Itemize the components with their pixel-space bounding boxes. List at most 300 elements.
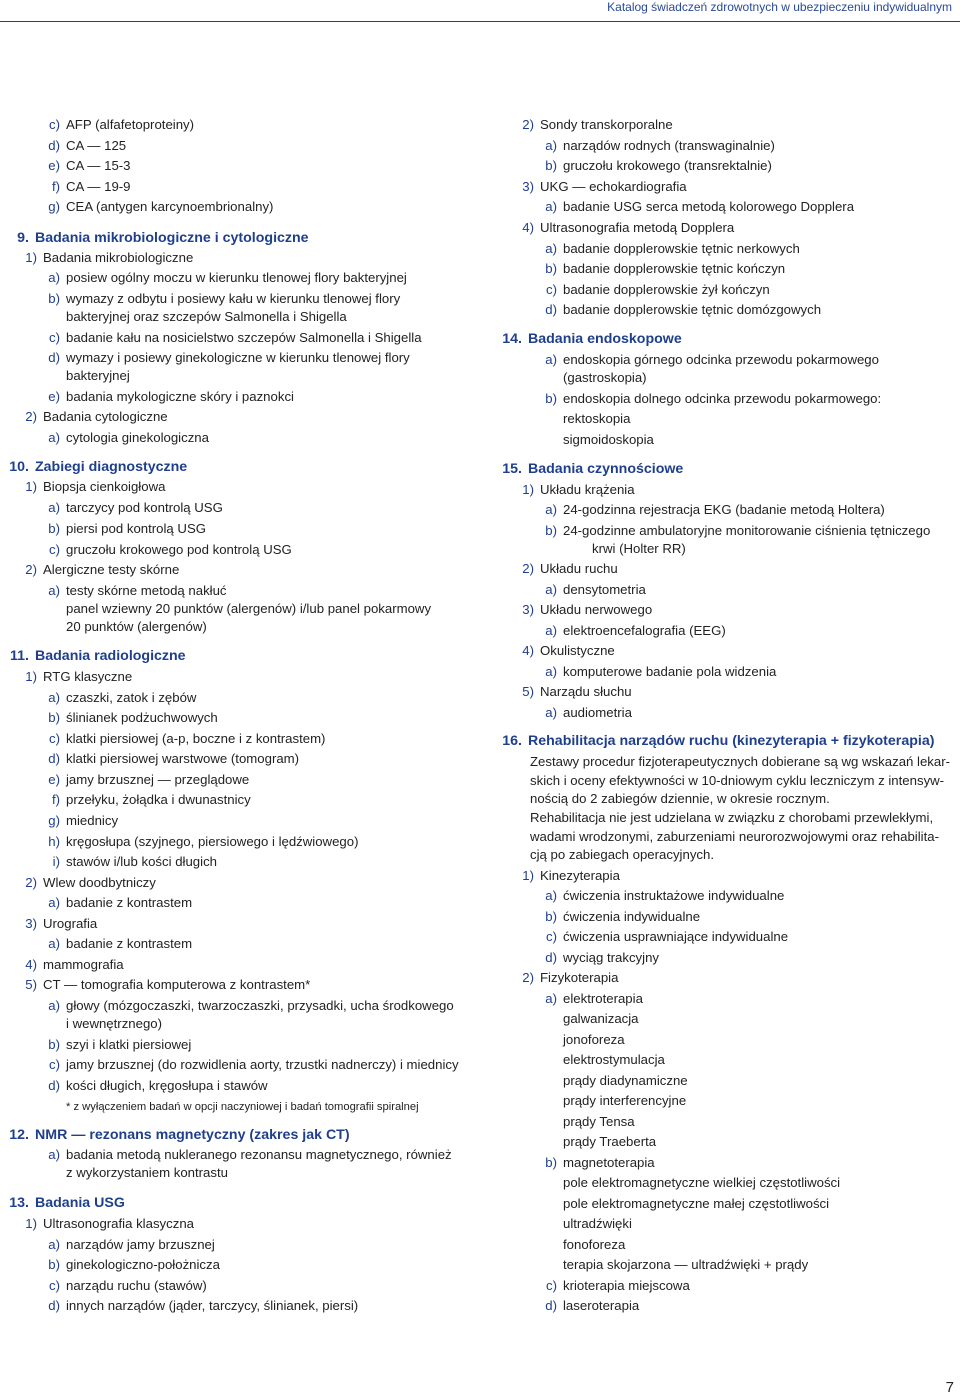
list-item [25,1214,194,1235]
list-text: ślinianek podżuchwowych [66,710,218,725]
list-text: kręgosłupa (szyjnego, piersiowego i lędźwiowego) [66,834,359,849]
list-item [49,729,326,750]
list-marker: 2) [522,561,534,576]
list-item [545,662,777,683]
section-heading [9,1124,350,1146]
list-item [545,580,646,601]
list-item [48,893,193,914]
list-marker: a) [48,270,60,285]
list-item [48,519,207,540]
list-text: badanie dopplerowskie tętnic nerkowych [563,241,800,256]
section-title: Badania radiologiczne [35,648,186,664]
list-text: endoskopia dolnego odcinka przewodu pokarmowego: [563,391,882,406]
list-text: densytometria [563,582,646,597]
list-item-continuation [563,1050,665,1071]
list-marker: a) [48,690,60,705]
list-text: Alergiczne testy skórne [43,562,180,577]
list-item [545,1296,640,1317]
list-text: laseroterapia [563,1298,640,1313]
list-item [545,197,855,218]
list-marker: c) [49,731,60,746]
list-text: jonoforeza [563,1032,625,1047]
list-item [48,749,300,770]
list-text: bakteryjnej [66,368,130,383]
list-marker: a) [48,998,60,1013]
list-marker: e) [48,772,60,787]
list-item [522,559,618,580]
list-text: testy skórne metodą nakłuć [66,583,227,598]
list-text: komputerowe badanie pola widzenia [563,664,777,679]
list-marker: a) [48,895,60,910]
list-item-continuation [563,1009,639,1030]
list-text: audiometria [563,705,632,720]
page-number: 7 [945,1379,954,1396]
list-text: piersi pod kontrolą USG [66,521,207,536]
list-item [545,907,701,928]
list-text: prądy Traeberta [563,1134,657,1149]
list-marker: 2) [522,970,534,985]
section-number: 9. [17,230,29,246]
list-marker: d) [545,950,557,965]
list-text: badanie dopplerowskie tętnic domózgowych [563,302,822,317]
list-text: badanie z kontrastem [66,936,193,951]
list-text: CA — 19-9 [66,179,131,194]
list-item-continuation [563,1194,829,1215]
list-item [49,540,292,561]
list-item [522,218,735,239]
list-item-continuation [66,617,207,638]
list-marker: 1) [25,1216,37,1231]
list-item-continuation [530,808,933,829]
list-marker: b) [545,261,557,276]
list-item-continuation [563,1071,688,1092]
list-text: 24-godzinna rejestracja EKG (badanie metodą Holtera) [563,502,885,517]
list-text: * z wyłączeniem badań w opcji naczyniowej i badań tomografii spiralnej [66,1101,419,1113]
list-marker: c) [49,542,60,557]
list-text: Badania mikrobiologiczne [43,250,194,265]
list-item [48,811,119,832]
list-text: 20 punktów (alergenów) [66,619,207,634]
list-text: badania mykologiczne skóry i paznokci [66,389,294,404]
list-text: innych narządów (jąder, tarczycy, ślinianek, piersi) [66,1298,359,1313]
list-item [522,480,635,501]
list-marker: a) [48,1147,60,1162]
list-marker: 3) [25,916,37,931]
section-number: 16. [502,733,522,749]
section-title: NMR — rezonans magnetyczny (zakres jak CT) [35,1127,350,1143]
section-heading [502,458,684,480]
list-item [48,156,131,177]
list-item-continuation [563,1091,686,1112]
list-marker: c) [546,929,557,944]
list-text: badania metodą nukleranego rezonansu magnetycznego, również [66,1147,452,1162]
list-text: elektrostymulacja [563,1052,665,1067]
list-item [522,866,620,887]
list-text: badanie kału na nosicielstwo szczepów Salmonella i Shigella [66,330,422,345]
list-text: klatki piersiowej (a-p, boczne i z kontrastem) [66,731,326,746]
list-item-continuation [563,1255,808,1276]
list-item [48,708,218,729]
list-text: tarczycy pod kontrolą USG [66,500,223,515]
list-marker: b) [48,710,60,725]
list-text: mammografia [43,957,124,972]
list-item-continuation [530,752,950,773]
list-item-continuation [563,1112,635,1133]
list-item [522,641,615,662]
list-item [545,239,800,260]
list-item [545,989,643,1010]
list-text: badanie dopplerowskie tętnic kończyn [563,261,786,276]
list-text: ginekologiczno-położnicza [66,1257,220,1272]
list-text: gruczołu krokowego pod kontrolą USG [66,542,292,557]
list-item [25,560,180,581]
list-text: CT — tomografia komputerowa z kontrastem* [43,977,311,992]
section-heading [502,328,682,350]
list-marker: c) [546,282,557,297]
list-text: Fizykoterapia [540,970,619,985]
list-text: Okulistyczne [540,643,615,658]
list-marker: 5) [25,977,37,992]
list-item [25,248,194,269]
list-item-continuation [563,368,647,389]
list-item-continuation [530,789,830,810]
list-text: CA — 125 [66,138,127,153]
list-marker: 2) [522,117,534,132]
list-text: narządów rodnych (transwaginalnie) [563,138,775,153]
list-marker: a) [545,502,557,517]
list-item [545,948,660,969]
list-item [48,268,407,289]
list-item [48,1035,192,1056]
list-marker: 2) [25,875,37,890]
list-marker: a) [545,241,557,256]
list-item [522,968,619,989]
list-marker: d) [48,1078,60,1093]
list-item-continuation [563,1235,625,1256]
list-marker: 2) [25,562,37,577]
list-item [545,703,632,724]
list-marker: a) [545,664,557,679]
section-heading [17,227,309,249]
list-marker: b) [48,521,60,536]
list-text: prądy Tensa [563,1114,635,1129]
list-marker: a) [545,623,557,638]
list-marker: b) [545,1155,557,1170]
list-text: bakteryjnej oraz szczepów Salmonella i Shigella [66,309,347,324]
list-item [48,832,359,853]
list-item [545,500,885,521]
list-item [522,115,673,136]
list-marker: d) [545,1298,557,1313]
list-text: Ultrasonografia metodą Dopplera [540,220,735,235]
list-text: panel wziewny 20 punktów (alergenów) i/lub panel pokarmowy [66,601,432,616]
list-text: magnetoterapia [563,1155,655,1170]
list-item [48,428,209,449]
list-item [51,790,251,811]
list-text: terapia skojarzona — ultradźwięki + prądy [563,1257,809,1272]
list-item [545,136,775,157]
list-text: krioterapia miejscowa [563,1278,690,1293]
list-marker: c) [49,330,60,345]
list-marker: 1) [522,868,534,883]
section-heading [9,456,188,478]
list-text: AFP (alfafetoproteiny) [66,117,195,132]
list-item-continuation [66,307,347,328]
list-text: CEA (antygen karcynoembrionalny) [66,199,274,214]
list-text: RTG klasyczne [43,669,133,684]
list-marker: b) [545,391,557,406]
section-heading [10,645,186,667]
section-title: Badania czynnościowe [528,461,684,477]
list-text: ćwiczenia indywidualne [563,909,701,924]
list-text: prądy diadynamiczne [563,1073,688,1088]
list-text: Układu krążenia [540,482,635,497]
list-marker: 2) [25,409,37,424]
list-marker: 1) [25,669,37,684]
list-item [48,1235,215,1256]
list-text: Rehabilitacja nie jest udzielana w związku z chorobami przewlekłymi, [530,810,934,825]
list-text: Układu nerwowego [540,602,653,617]
list-item-continuation [66,366,130,387]
list-marker: 5) [522,684,534,699]
list-item [48,770,250,791]
section-number: 12. [9,1127,29,1143]
list-text: krwi (Holter RR) [592,541,686,556]
header-divider [0,21,960,22]
list-marker: h) [48,834,60,849]
list-text: stawów i/lub kości długich [66,854,217,869]
list-marker: f) [51,179,60,194]
list-text: gruczołu krokowego (transrektalnie) [563,158,772,173]
list-item-continuation [563,1173,840,1194]
list-text: Układu ruchu [540,561,618,576]
list-text: endoskopia górnego odcinka przewodu pokarmowego [563,352,879,367]
list-text: wymazy z odbytu i posiewy kału w kierunku tlenowej flory [66,291,401,306]
list-text: Wlew doodbytniczy [43,875,156,890]
list-item [545,621,726,642]
list-marker: 3) [522,602,534,617]
list-text: miednicy [66,813,119,828]
list-marker: a) [545,199,557,214]
section-number: 11. [10,648,29,664]
list-text: jamy brzusznej (do rozwidlenia aorty, trzustki nadnerczy) i miednicy [66,1057,459,1072]
section-number: 14. [502,331,522,347]
list-item [546,1276,690,1297]
list-text: cją po zabiegach operacyjnych. [530,847,715,862]
list-marker: 4) [522,643,534,658]
list-marker: c) [49,1278,60,1293]
list-marker: e) [48,158,60,173]
list-text: badanie z kontrastem [66,895,193,910]
list-item [25,955,124,976]
list-marker: a) [545,991,557,1006]
list-marker: c) [49,117,60,132]
list-text: pole elektromagnetyczne małej częstotliwości [563,1196,830,1211]
list-marker: c) [49,1057,60,1072]
list-item [48,934,193,955]
section-title: Zabiegi diagnostyczne [35,459,188,475]
list-item [48,1255,220,1276]
section-title: Rehabilitacja narządów ruchu (kinezyterapia + fizykoterapia) [528,733,935,749]
list-text: 24-godzinne ambulatoryjne monitorowanie ciśnienia tętniczego [563,523,931,538]
list-item-continuation [530,845,714,866]
list-item [546,280,770,301]
list-text: cytologia ginekologiczna [66,430,209,445]
list-text: wyciąg trakcyjny [563,950,660,965]
list-marker: c) [546,1278,557,1293]
list-text: Biopsja cienkoigłowa [43,479,166,494]
list-marker: b) [545,523,557,538]
list-item [545,1153,655,1174]
list-marker: d) [48,1298,60,1313]
list-text: fonoforeza [563,1237,626,1252]
list-marker: i) [52,854,60,869]
list-marker: 1) [25,250,37,265]
list-text: szyi i klatki piersiowej [66,1037,192,1052]
list-text: skich i oceny efektywności w 10-dniowym cyklu leczniczym z intensyw- [530,773,945,788]
list-item-continuation [563,1214,632,1235]
list-text: klatki piersiowej warstwowe (tomogram) [66,751,300,766]
list-item [522,600,653,621]
list-marker: b) [545,909,557,924]
list-marker: a) [545,705,557,720]
list-text: ćwiczenia usprawniające indywidualne [563,929,789,944]
list-text: (gastroskopia) [563,370,647,385]
list-marker: a) [48,936,60,951]
list-item [49,328,422,349]
list-text: narządów jamy brzusznej [66,1237,215,1252]
list-item [48,498,223,519]
section-title: Badania mikrobiologiczne i cytologiczne [35,230,309,246]
list-item [546,927,789,948]
list-text: jamy brzusznej — przeglądowe [66,772,250,787]
list-text: Zestawy procedur fizjoterapeutycznych dobierane są wg wskazań lekar- [530,754,951,769]
list-item [545,389,882,410]
list-marker: d) [48,138,60,153]
list-item-continuation [563,430,654,451]
list-marker: a) [545,582,557,597]
list-text: prądy interferencyjne [563,1093,687,1108]
list-text: ćwiczenia instruktażowe indywidualne [563,888,785,903]
list-item [25,975,311,996]
list-item [51,177,131,198]
section-heading [502,730,935,752]
section-number: 15. [502,461,522,477]
list-item [545,886,785,907]
list-item [545,259,786,280]
list-marker: d) [545,302,557,317]
section-heading [9,1192,125,1214]
list-text: głowy (mózgoczaszki, twarzoczaszki, przysadki, ucha środkowego [66,998,454,1013]
list-item [49,1276,207,1297]
list-marker: a) [48,500,60,515]
running-header-title: Katalog świadczeń zdrowotnych w ubezpieczeniu indywidualnym [607,0,952,14]
list-item [25,914,98,935]
list-text: i wewnętrznego) [66,1016,163,1031]
list-marker: 3) [522,179,534,194]
list-marker: b) [48,1037,60,1052]
list-item [522,177,687,198]
section-number: 13. [9,1195,29,1211]
list-item [522,682,632,703]
list-text: galwanizacja [563,1011,639,1026]
list-text: badanie dopplerowskie żył kończyn [563,282,770,297]
list-marker: d) [48,350,60,365]
list-text: elektroterapia [563,991,643,1006]
list-item [25,407,168,428]
list-marker: a) [545,352,557,367]
list-marker: 4) [25,957,37,972]
list-text: Badania cytologiczne [43,409,168,424]
list-text: przełyku, żołądka i dwunastnicy [66,792,251,807]
list-text: CA — 15-3 [66,158,131,173]
section-title: Badania endoskopowe [528,331,682,347]
list-text: ultradźwięki [563,1216,632,1231]
list-item [25,477,166,498]
list-item [545,156,772,177]
list-marker: a) [48,1237,60,1252]
list-item [545,300,822,321]
section-number: 10. [9,459,29,475]
list-item-continuation [563,409,630,430]
list-marker: a) [48,583,60,598]
list-text: kości długich, kręgosłupa i stawów [66,1078,268,1093]
list-item-continuation [563,1132,656,1153]
list-text: Kinezyterapia [540,868,620,883]
list-marker: b) [48,291,60,306]
list-text: rektoskopia [563,411,631,426]
list-text: elektroencefalografia (EEG) [563,623,726,638]
list-item-continuation [66,1014,162,1035]
list-item [48,197,274,218]
list-text: pole elektromagnetyczne wielkiej częstotliwości [563,1175,841,1190]
list-marker: 1) [522,482,534,497]
list-item [49,115,195,136]
list-item [52,852,217,873]
list-text: badanie USG serca metodą kolorowego Dopplera [563,199,855,214]
list-marker: 4) [522,220,534,235]
list-marker: g) [48,199,60,214]
list-item [48,688,197,709]
list-text: sigmoidoskopia [563,432,654,447]
list-marker: a) [545,138,557,153]
list-item [25,667,133,688]
list-item-continuation [563,1030,625,1051]
list-marker: a) [545,888,557,903]
list-marker: 1) [25,479,37,494]
list-text: posiew ogólny moczu w kierunku tlenowej flory bakteryjnej [66,270,407,285]
list-marker: b) [48,1257,60,1272]
list-marker: d) [48,751,60,766]
list-item [48,387,294,408]
list-item-continuation [592,539,686,560]
list-text: wadami wrodzonymi, zaburzeniami neurorozwojowymi oraz rehabilita- [530,829,939,844]
list-item [48,1296,359,1317]
list-text: wymazy i posiewy ginekologiczne w kierunku tlenowej flory [66,350,410,365]
list-item-continuation [66,1097,419,1118]
list-text: z wykorzystaniem kontrastu [66,1165,228,1180]
list-text: Sondy transkorporalne [540,117,673,132]
list-text: Ultrasonografia klasyczna [43,1216,194,1231]
list-marker: f) [51,792,60,807]
list-text: czaszki, zatok i zębów [66,690,197,705]
section-title: Badania USG [35,1195,125,1211]
list-item [25,873,156,894]
list-marker: g) [48,813,60,828]
list-item [48,1076,268,1097]
list-text: narządu ruchu (stawów) [66,1278,207,1293]
list-text: Urografia [43,916,98,931]
